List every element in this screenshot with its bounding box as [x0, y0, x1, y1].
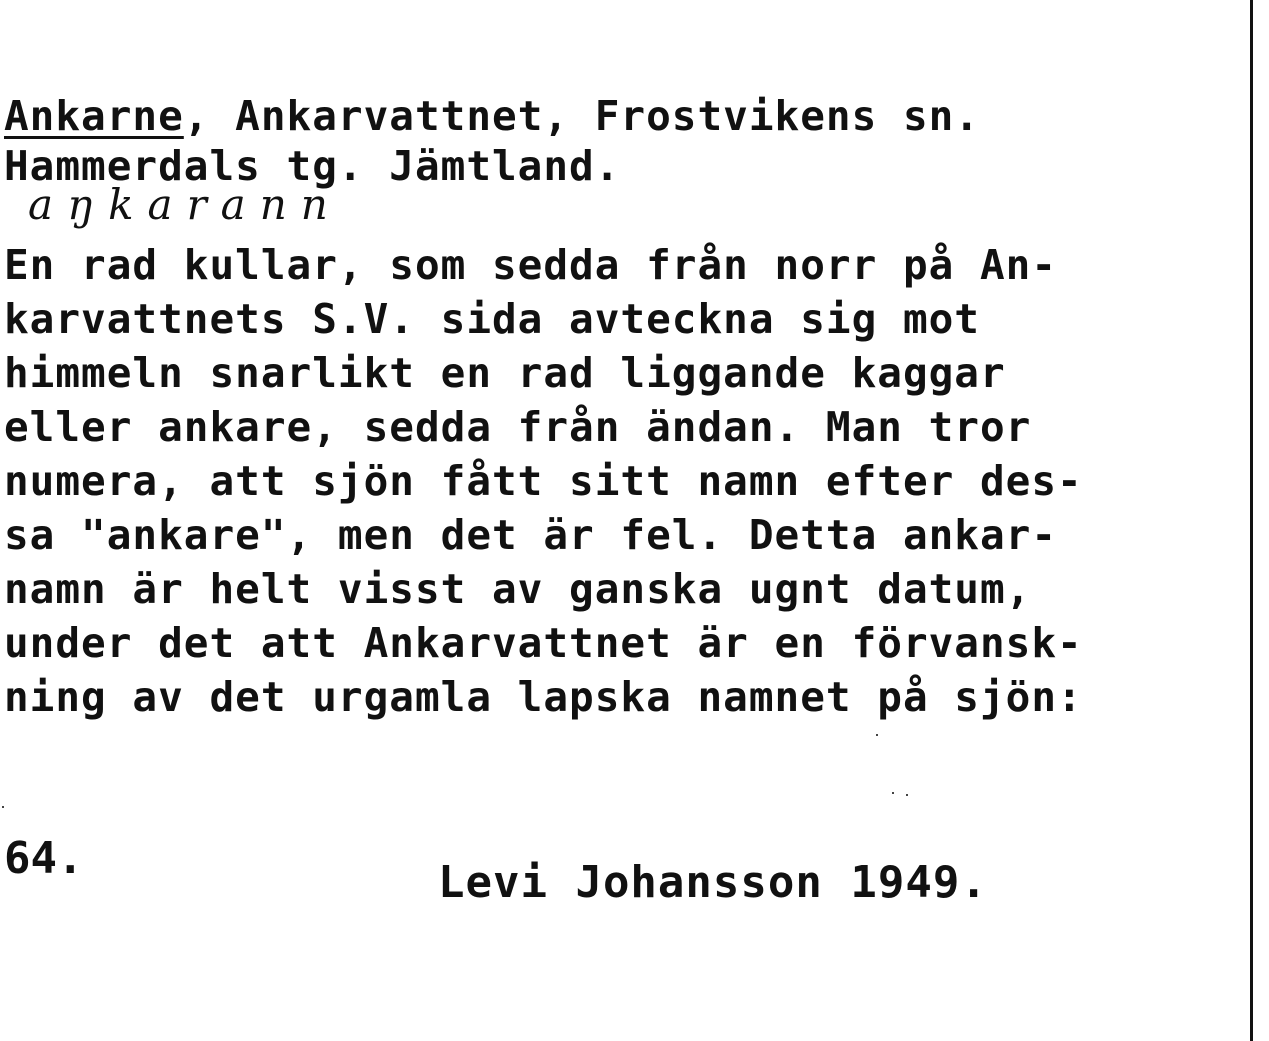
body-line: under det att Ankarvattnet är en förvansk-: [4, 619, 1083, 667]
scan-speck: [892, 792, 894, 794]
headword: Ankarne: [4, 92, 184, 140]
card-signature: Levi Johansson 1949.: [438, 857, 988, 908]
scan-speck: [876, 734, 878, 736]
body-line: ning av det urgamla lapska namnet på sjön:: [4, 673, 1083, 721]
card-body-text: [4, 238, 1083, 724]
card-number: 64.: [4, 833, 84, 884]
scan-speck: [906, 794, 908, 796]
body-line: En rad kullar, som sedda från norr på An-: [4, 241, 1058, 289]
phonetic-transcription: aŋkarann: [28, 180, 342, 229]
card-edge-line: [1250, 0, 1253, 1041]
body-line: eller ankare, sedda från ändan. Man tror: [4, 403, 1032, 451]
card-subheading: Hammerdals tg. Jämtland.: [4, 142, 621, 190]
body-line: himmeln snarlikt en rad liggande kaggar: [4, 349, 1006, 397]
body-line: karvattnets S.V. sida avteckna sig mot: [4, 295, 980, 343]
body-line: numera, att sjön fått sitt namn efter des-: [4, 457, 1083, 505]
scan-speck: [2, 806, 4, 808]
body-line: sa "ankare", men det är fel. Detta ankar-: [4, 511, 1058, 559]
body-line: namn är helt visst av ganska ugnt datum,: [4, 565, 1032, 613]
card-heading: [4, 90, 980, 142]
heading-location: , Ankarvattnet, Frostvikens sn.: [183, 92, 981, 140]
